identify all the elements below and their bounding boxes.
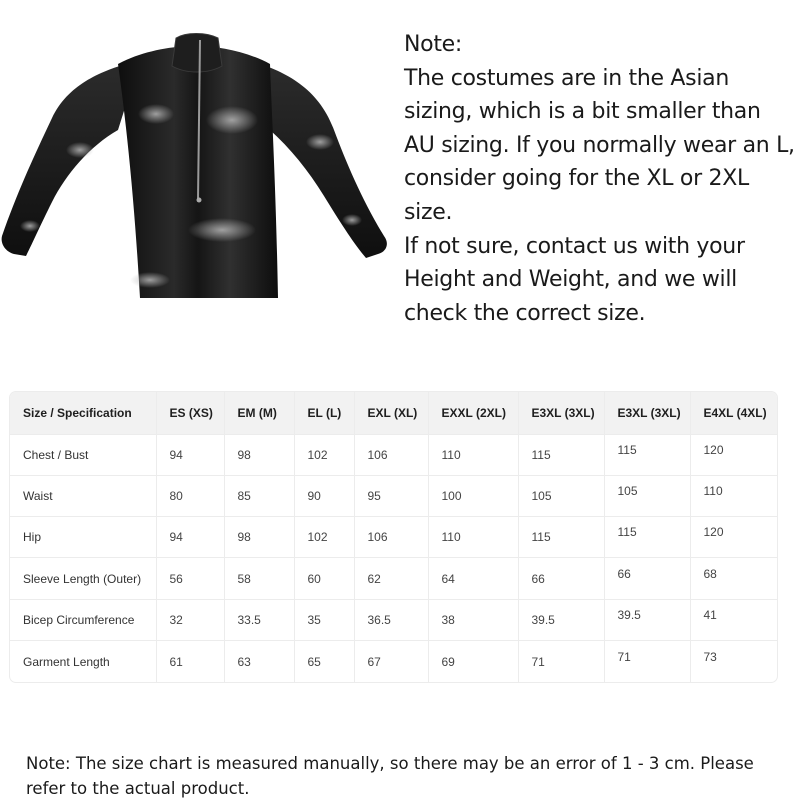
table-cell: 64 (428, 558, 518, 599)
table-cell: 39.5 (604, 594, 690, 635)
table-cell: 32 (156, 599, 224, 640)
measurement-note: Note: The size chart is measured manually, so there may be an error of 1 - 3 cm. Please refer to the actual product. (26, 754, 754, 798)
table-body (10, 434, 777, 682)
table-cell: 66 (518, 558, 604, 599)
table-row (10, 641, 777, 682)
row-label: Garment Length (10, 641, 156, 682)
table-cell: 115 (604, 429, 690, 470)
table-cell: 94 (156, 517, 224, 558)
table-cell: 102 (294, 517, 354, 558)
table-cell: 115 (518, 517, 604, 558)
table-cell: 94 (156, 434, 224, 475)
table-cell: 120 (690, 429, 777, 470)
row-label: Chest / Bust (10, 434, 156, 475)
column-header: E3XL (3XL) (604, 392, 690, 434)
table-cell: 105 (604, 470, 690, 511)
table-cell: 56 (156, 558, 224, 599)
size-table (10, 392, 777, 682)
table-cell: 106 (354, 434, 428, 475)
table-cell: 68 (690, 553, 777, 594)
column-header: Size / Specification (10, 392, 156, 434)
table-cell: 98 (224, 517, 294, 558)
table-cell: 115 (604, 512, 690, 553)
table-cell: 110 (690, 470, 777, 511)
table-cell: 80 (156, 475, 224, 516)
table-row (10, 475, 777, 516)
table-cell: 95 (354, 475, 428, 516)
table-cell: 71 (604, 636, 690, 677)
column-header: E4XL (4XL) (690, 392, 777, 434)
jacket-illustration (0, 30, 392, 304)
table-cell: 115 (518, 434, 604, 475)
table-cell: 33.5 (224, 599, 294, 640)
table-cell: 67 (354, 641, 428, 682)
table-row (10, 517, 777, 558)
row-label: Bicep Circumference (10, 599, 156, 640)
note-sizing-advice: The costumes are in the Asian sizing, which is a bit smaller than AU sizing. If you normally wear an L, consider going for the XL or 2XL size. (404, 65, 795, 225)
table-cell: 102 (294, 434, 354, 475)
note-contact-advice: If not sure, contact us with your Height and Weight, and we will check the correct size. (404, 233, 745, 326)
table-cell: 73 (703, 649, 717, 664)
table-cell: 66 (604, 553, 690, 594)
table-cell: 41 (690, 594, 777, 635)
column-header: EXXL (2XL) (428, 392, 518, 434)
table-cell: 100 (428, 475, 518, 516)
column-header: EL (L) (294, 392, 354, 434)
table-cell: 35 (294, 599, 354, 640)
column-header: EM (M) (224, 392, 294, 434)
column-header: ES (XS) (156, 392, 224, 434)
table-row (10, 599, 777, 640)
table-cell: 62 (354, 558, 428, 599)
table-cell: 36.5 (354, 599, 428, 640)
table-cell: 38 (428, 599, 518, 640)
table-cell: 110 (428, 517, 518, 558)
product-photo (0, 30, 392, 304)
sizing-note (404, 28, 796, 330)
table-cell: 120 (690, 512, 777, 553)
table-cell: 110 (428, 434, 518, 475)
table-cell: 60 (294, 558, 354, 599)
row-label: Sleeve Length (Outer) (10, 558, 156, 599)
column-header: E3XL (3XL) (518, 392, 604, 434)
row-label: Waist (10, 475, 156, 516)
table-cell: 90 (294, 475, 354, 516)
note-heading: Note: (404, 32, 462, 57)
table-cell: 98 (224, 434, 294, 475)
table-cell: 69 (428, 641, 518, 682)
column-header: EXL (XL) (354, 392, 428, 434)
row-label: Hip (10, 517, 156, 558)
collar (172, 34, 222, 73)
table-cell: 105 (518, 475, 604, 516)
table-row (10, 558, 777, 599)
table-header-row (10, 392, 777, 434)
table-cell: 63 (224, 641, 294, 682)
table-cell: 65 (294, 641, 354, 682)
table-cell: 61 (156, 641, 224, 682)
table-cell: 39.5 (518, 599, 604, 640)
table-cell: 58 (224, 558, 294, 599)
table-row (10, 434, 777, 475)
size-chart (10, 392, 777, 682)
table-cell: 71 (518, 641, 604, 682)
table-cell: 106 (354, 517, 428, 558)
table-cell: 85 (224, 475, 294, 516)
